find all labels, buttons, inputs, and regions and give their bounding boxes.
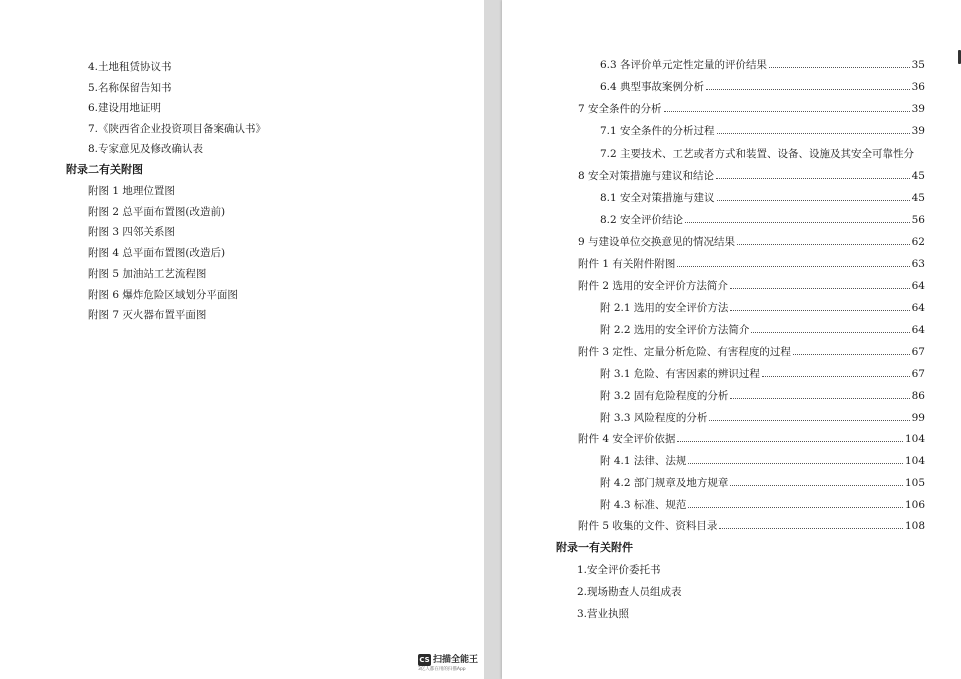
left-heading-appendix-two: 附录二有关附图	[66, 163, 143, 176]
appendix-item-commission: 1.安全评价委托书	[577, 564, 661, 576]
appendix-item-survey-team: 2.现场勘查人员组成表	[577, 586, 682, 598]
left-item-land-certificate: 6.建设用地证明	[88, 102, 162, 114]
toc-entry-6-4: 6.4 典型事故案例分析 36	[600, 81, 925, 93]
right-page	[502, 0, 961, 679]
scanner-watermark-title: 扫描全能王	[433, 655, 479, 665]
left-item-figure-3: 附图 3 四邻关系图	[88, 226, 175, 238]
toc-entry-annex-4-2: 附 4.2 部门规章及地方规章 105	[600, 477, 925, 489]
toc-entry-annex-3-3: 附 3.3 风险程度的分析 99	[600, 412, 925, 424]
toc-entry-7: 7 安全条件的分析 39	[578, 103, 925, 115]
toc-entry-annex-1: 附件 1 有关附件附图 63	[578, 258, 925, 270]
toc-entry-annex-4-1: 附 4.1 法律、法规 104	[600, 455, 925, 467]
left-item-figure-5: 附图 5 加油站工艺流程图	[88, 268, 207, 280]
toc-entry-7-2: 7.2 主要技术、工艺或者方式和装置、设备、设施及其安全可靠性分	[600, 148, 915, 160]
toc-entry-8-1: 8.1 安全对策措施与建议 45	[600, 192, 925, 204]
toc-entry-8-2: 8.2 安全评价结论 56	[600, 214, 925, 226]
page-gap	[484, 0, 502, 679]
scanner-watermark-subtitle: 3亿人都在用的扫描App	[418, 667, 466, 672]
toc-entry-annex-4-3: 附 4.3 标准、规范 106	[600, 499, 925, 511]
toc-entry-annex-3-2: 附 3.2 固有危险程度的分析 86	[600, 390, 925, 402]
appendix-one-heading: 附录一有关附件	[556, 541, 633, 554]
left-item-figure-2: 附图 2 总平面布置图(改造前)	[88, 206, 226, 218]
toc-entry-6-3: 6.3 各评价单元定性定量的评价结果 35	[600, 59, 925, 71]
toc-entry-9: 9 与建设单位交换意见的情况结果 62	[578, 236, 925, 248]
left-item-figure-7: 附图 7 灭火器布置平面图	[88, 309, 207, 321]
toc-entry-annex-3: 附件 3 定性、定量分析危险、有害程度的过程 67	[578, 346, 925, 358]
left-item-land-lease: 4.土地租赁协议书	[88, 61, 172, 73]
toc-entry-annex-4: 附件 4 安全评价依据 104	[578, 433, 925, 445]
left-item-name-notice: 5.名称保留告知书	[88, 82, 172, 94]
left-item-figure-4: 附图 4 总平面布置图(改造后)	[88, 247, 226, 259]
toc-entry-7-1: 7.1 安全条件的分析过程 39	[600, 125, 925, 137]
left-item-filing-confirmation: 7.《陕西省企业投资项目备案确认书》	[88, 123, 267, 135]
toc-entry-8: 8 安全对策措施与建议和结论 45	[578, 170, 925, 182]
toc-entry-annex-5: 附件 5 收集的文件、资料目录 108	[578, 520, 925, 532]
scanner-logo-icon: CS	[419, 656, 430, 664]
scanner-watermark	[418, 654, 484, 676]
left-item-figure-1: 附图 1 地理位置图	[88, 185, 175, 197]
toc-entry-annex-2-1: 附 2.1 选用的安全评价方法 64	[600, 302, 925, 314]
appendix-item-business-license: 3.营业执照	[577, 608, 630, 620]
toc-entry-annex-3-1: 附 3.1 危险、有害因素的辨识过程 67	[600, 368, 925, 380]
toc-entry-annex-2: 附件 2 选用的安全评价方法简介 64	[578, 280, 925, 292]
left-item-expert-opinion: 8.专家意见及修改确认表	[88, 143, 204, 155]
left-item-figure-6: 附图 6 爆炸危险区域划分平面图	[88, 289, 238, 301]
toc-entry-annex-2-2: 附 2.2 选用的安全评价方法简介 64	[600, 324, 925, 336]
